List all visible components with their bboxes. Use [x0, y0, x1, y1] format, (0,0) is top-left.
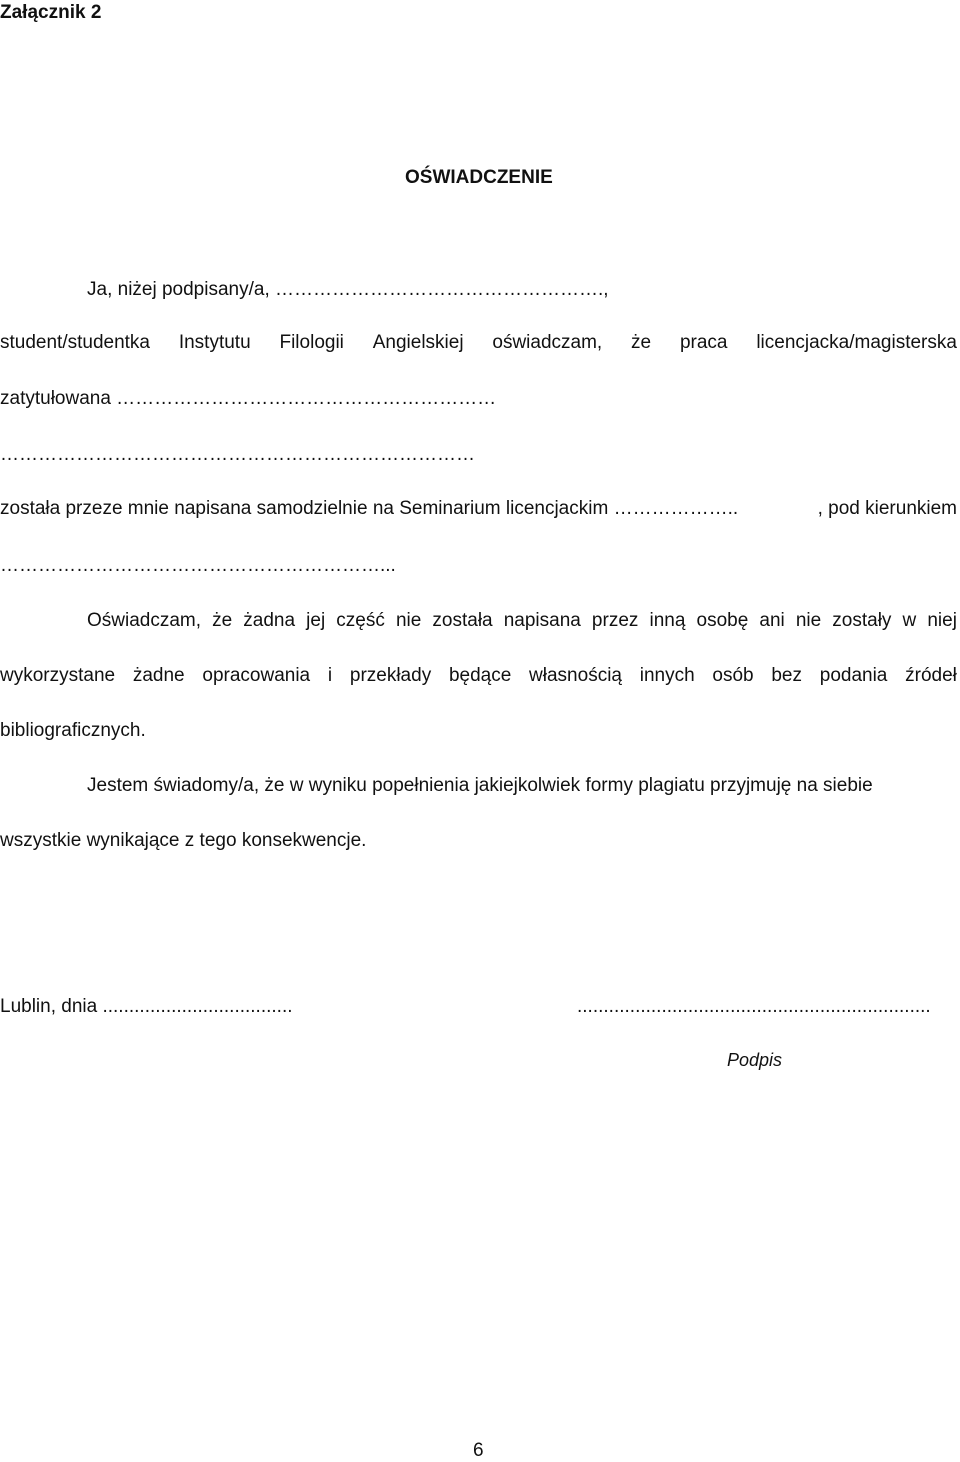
word: oświadczam,: [492, 332, 603, 353]
word: wykorzystane: [0, 665, 116, 686]
word: Oświadczam,: [87, 610, 202, 631]
plagiarism-line-2: wszystkie wynikające z tego konsekwencje.: [0, 830, 367, 851]
word: zostały: [832, 610, 892, 631]
attachment-label: Załącznik 2: [0, 2, 102, 23]
word: nie: [395, 610, 422, 631]
word: w: [902, 610, 917, 631]
thesis-title-continuation: …………………………………………………………………: [0, 444, 475, 465]
word: innych: [639, 665, 695, 686]
originality-line-3: bibliograficznych.: [0, 720, 146, 741]
originality-line-2: [0, 665, 957, 687]
word: źródeł: [905, 665, 957, 686]
word: opracowania: [202, 665, 311, 686]
document-title: OŚWIADCZENIE: [405, 167, 553, 188]
declarant-line: Ja, niżej podpisany/a, …………………………………………….,: [87, 279, 609, 300]
word: ani: [759, 610, 785, 631]
word: własnością: [529, 665, 622, 686]
word: przez: [591, 610, 639, 631]
word: żadne: [132, 665, 185, 686]
supervisor-line: ……………………………………………………...: [0, 555, 396, 576]
word: że: [631, 332, 652, 353]
word: osobę: [696, 610, 749, 631]
place-date-field: Lublin, dnia ....................................: [0, 996, 293, 1017]
seminar-line: [0, 498, 957, 520]
plagiarism-line-1: Jestem świadomy/a, że w wyniku popełnienia jakiejkolwiek formy plagiatu przyjmuję na siebie: [87, 775, 873, 796]
word: jej: [306, 610, 326, 631]
word: osób: [712, 665, 754, 686]
word: została: [432, 610, 493, 631]
word: i: [327, 665, 333, 686]
word: część: [336, 610, 385, 631]
seminar-text: została przeze mnie napisana samodzielnie na Seminarium licencjackim ………………..: [0, 498, 739, 519]
word: że: [212, 610, 233, 631]
word: bez: [771, 665, 802, 686]
word: napisana: [503, 610, 581, 631]
thesis-title-line: zatytułowana ……………………………………………………: [0, 388, 497, 409]
word: licencjacka/magisterska: [756, 332, 957, 353]
word: nie: [795, 610, 822, 631]
word: Filologii: [279, 332, 344, 353]
word: podania: [819, 665, 888, 686]
signature-label: Podpis: [727, 1050, 783, 1070]
word: praca: [679, 332, 728, 353]
page-number: 6: [473, 1440, 484, 1461]
word: przekłady: [349, 665, 432, 686]
word: Angielskiej: [372, 332, 464, 353]
supervisor-text: , pod kierunkiem: [817, 498, 957, 519]
signature-field: ...................................................................: [577, 996, 931, 1017]
word: żadna: [243, 610, 296, 631]
word: student/studentka: [0, 332, 150, 353]
word: Instytutu: [178, 332, 251, 353]
originality-line-1: [87, 610, 957, 632]
student-line: [0, 332, 957, 354]
word: inną: [649, 610, 686, 631]
word: niej: [927, 610, 957, 631]
word: będące: [448, 665, 512, 686]
